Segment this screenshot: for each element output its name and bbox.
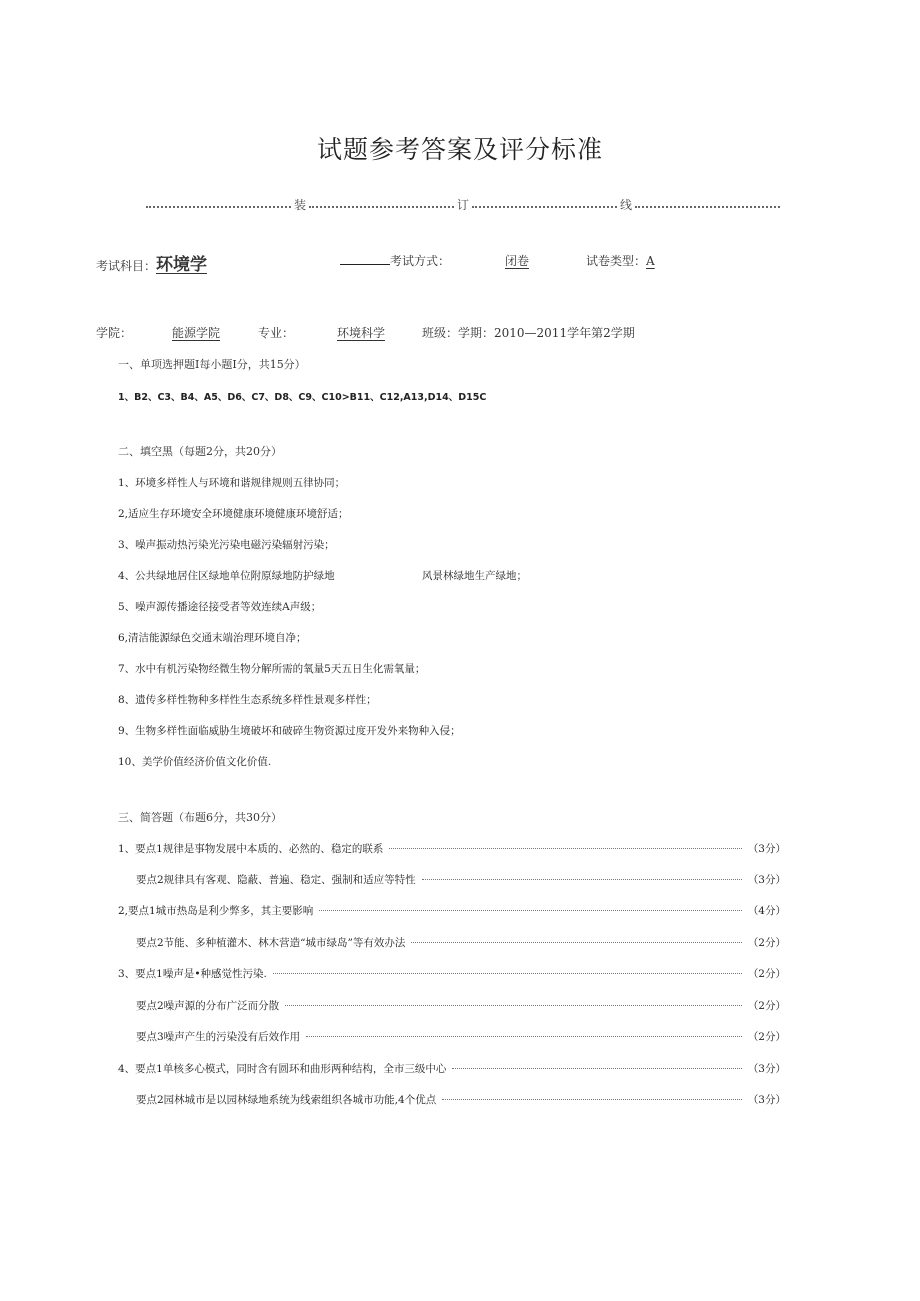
fill-item: 4、公共绿地居住区绿地单位附原绿地防护绿地	[118, 570, 335, 582]
document-title: 试题参考答案及评分标准	[316, 135, 603, 164]
fill-item: 2,适应生存环境安全环境健康环境健康环境舒适；	[118, 508, 349, 520]
leader-dots	[306, 1036, 742, 1037]
binding-ding: 订	[456, 198, 469, 212]
answer-row	[118, 903, 786, 918]
major-value: 环境科学	[337, 326, 386, 340]
answer-row	[118, 966, 786, 981]
fill-item: 10、美学价值经济价值文化价值.	[118, 756, 272, 768]
fill-item: 5、噪声源传播途径接受者等效连续A声级；	[118, 601, 322, 613]
answer-row	[136, 1092, 786, 1107]
answer-row	[118, 1061, 786, 1076]
leader-dots	[285, 1005, 742, 1006]
binding-dots	[472, 206, 617, 208]
answer-row	[136, 872, 786, 887]
leader-dots	[422, 879, 742, 880]
leader-dots	[389, 848, 741, 849]
binding-dots	[635, 206, 780, 208]
answer-text: 要点2园林城市是以园林绿地系统为线索组织各城市功能,4个优点	[136, 1094, 437, 1106]
type-label: 试卷类型：	[586, 254, 647, 268]
college-value: 能源学院	[172, 326, 221, 340]
answer-row	[136, 998, 786, 1013]
answer-row	[136, 1029, 786, 1044]
method-value: 闭卷	[505, 254, 530, 268]
class-term: 班级：学期：2010—2011学年第2学期	[422, 326, 635, 340]
fill-item: 3、噪声振动热污染光污染电磁污染辐射污染；	[118, 539, 335, 551]
method-field	[340, 252, 450, 269]
answer-text: 4、要点1单核多心模式，同时含有圆环和曲形两种结构，全市三级中心	[118, 1063, 447, 1075]
answer-text: 要点2噪声源的分布广泛而分散	[136, 1000, 280, 1012]
section1-answers: 1、B2、C3、B4、A5、D6、C7、D8、C9、C10>B11、C12,A13,D14、D15C	[118, 392, 487, 403]
fill-item: 6,清洁能源绿色交通末端治理环境自净；	[118, 632, 307, 644]
answer-text: 3、要点1噪声是•种感觉性污染.	[118, 968, 267, 980]
leader-dots	[319, 910, 742, 911]
binding-dots	[146, 206, 291, 208]
score: （2分）	[747, 968, 786, 980]
answer-text: 要点2规律具有客观、隐蔽、普遍、稳定、强制和适应等特性	[136, 874, 416, 886]
fill-item: 8、遗传多样性物种多样性生态系统多样性景观多样性；	[118, 694, 377, 706]
fill-item: 1、环境多样性人与环境和谐规律规则五律协同；	[118, 477, 346, 489]
binding-line	[143, 196, 783, 213]
fill-item: 9、生物多样性面临威胁生境破坏和破碎生物资源过度开发外来物种入侵；	[118, 725, 461, 737]
type-value: A	[646, 254, 655, 268]
score: （3分）	[747, 874, 786, 886]
binding-zhuang: 装	[293, 198, 306, 212]
subject-value: 环境学	[156, 255, 208, 275]
section1-heading: 一、单项选押题I每小题I分，共15分）	[118, 358, 306, 371]
type-field	[586, 252, 655, 269]
binding-xian: 线	[619, 198, 632, 212]
fill-item: 7、水中有机污染物经微生物分解所需的氧量5天五日生化需氧量；	[118, 663, 426, 675]
score: （2分）	[747, 937, 786, 949]
answer-row	[136, 935, 786, 950]
score: （3分）	[747, 843, 786, 855]
subject-label: 考试科目：	[96, 259, 157, 273]
answer-text: 2,要点1城市热岛是利少弊多，其主要影响	[118, 905, 314, 917]
section3-heading: 三、简答题（布题6分，共30分）	[118, 811, 282, 824]
leader-dots	[411, 942, 741, 943]
score: （2分）	[747, 1031, 786, 1043]
major-label: 专业：	[258, 326, 295, 340]
answer-text: 要点3噪声产生的污染没有后效作用	[136, 1031, 301, 1043]
fill-item-tail: 风景林绿地生产绿地；	[422, 570, 527, 582]
blank-line	[340, 252, 390, 265]
method-label: 考试方式：	[390, 254, 451, 268]
binding-dots	[309, 206, 454, 208]
answer-text: 要点2节能、多种植灌木、林木营造“城市绿岛”等有效办法	[136, 937, 406, 949]
section2-heading: 二、填空黑（每题2分，共20分）	[118, 445, 282, 458]
college-label: 学院：	[96, 326, 133, 340]
exam-info-line	[96, 250, 207, 275]
leader-dots	[273, 973, 742, 974]
answer-row	[118, 841, 786, 856]
score: （3分）	[747, 1063, 786, 1075]
leader-dots	[442, 1099, 742, 1100]
score: （2分）	[747, 1000, 786, 1012]
leader-dots	[452, 1068, 741, 1069]
score: （4分）	[747, 905, 786, 917]
score: （3分）	[747, 1094, 786, 1106]
answer-text: 1、要点1规律是事物发展中本质的、必然的、稳定的联系	[118, 843, 384, 855]
